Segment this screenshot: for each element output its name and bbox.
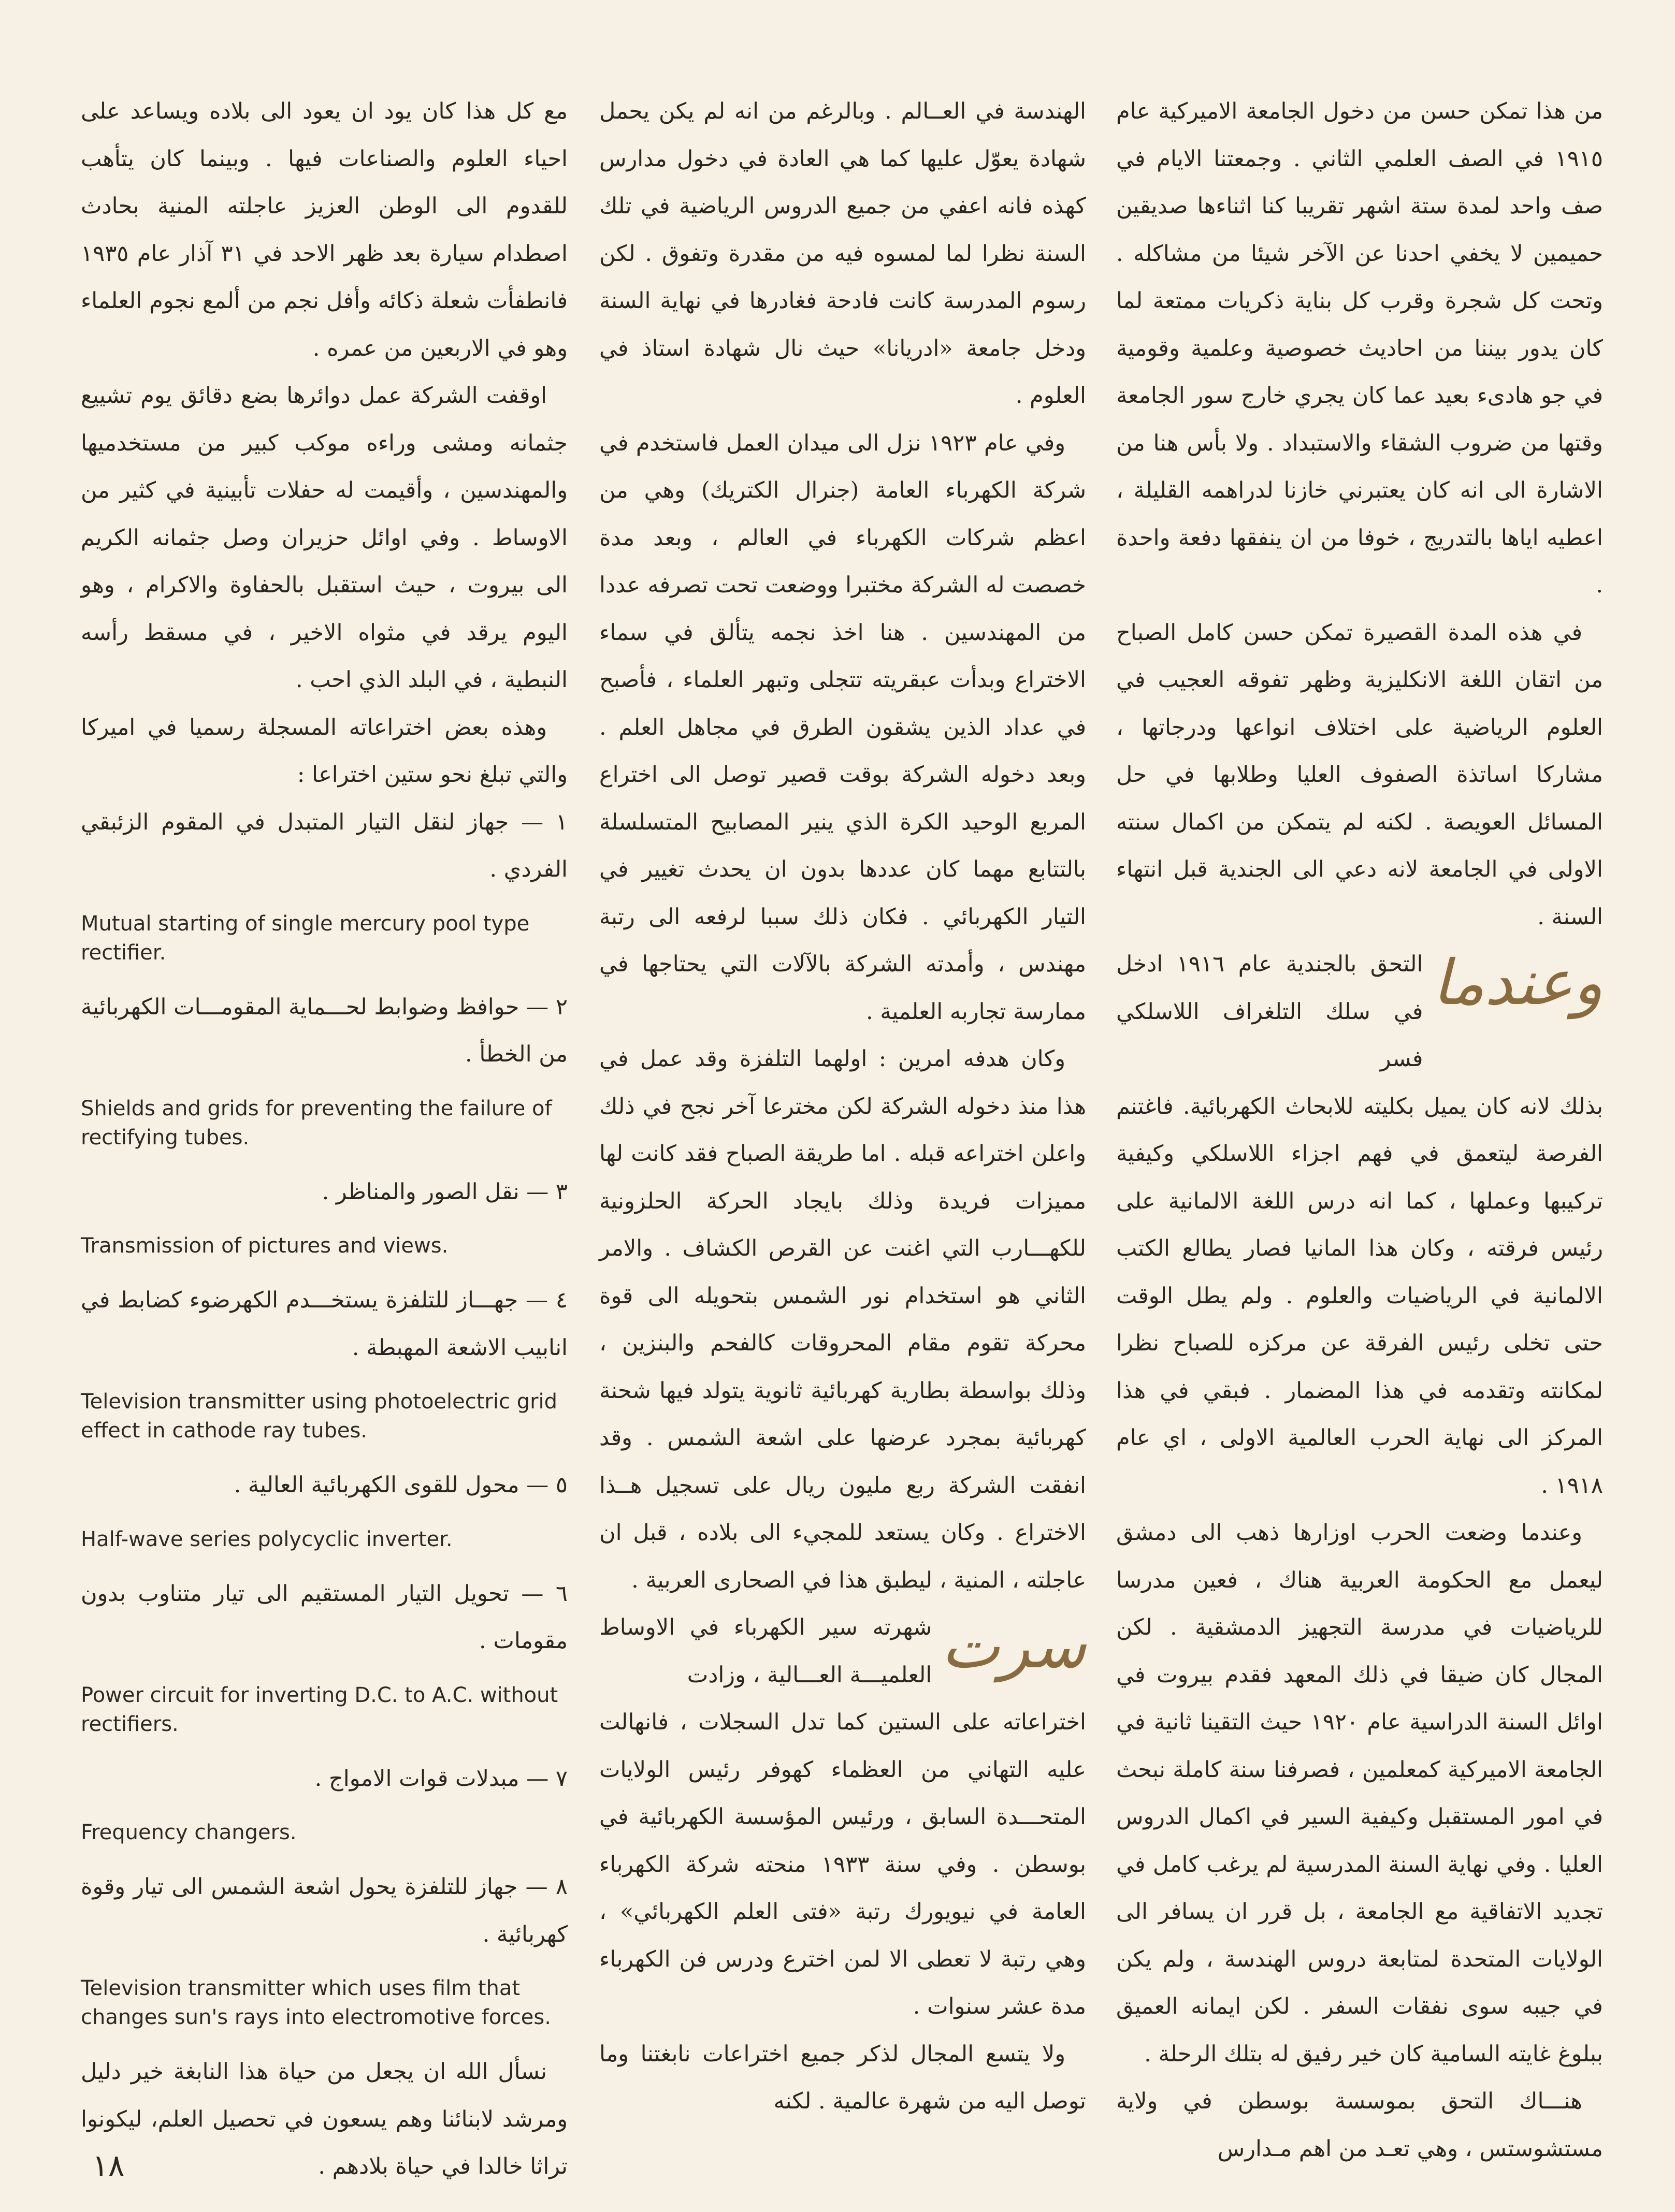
paragraph: ولا يتسع المجال لذكر جميع اختراعات نابغتنا وما توصل اليه من شهرة عالمية . لكنه [599, 2041, 1086, 2114]
invention-arabic: ٥ — محول للقوى الكهربائية العالية . [234, 1472, 568, 1498]
paragraph: في هذه المدة القصيرة تمكن حسن كامل الصباح من اتقان اللغة الانكليزية وظهر تفوقه العجيب في العلوم الرياضية على اختلاف انواعها ودرجاتها ، مشاركا اساتذة الصفوف العليا وطلابها في حل المسائل العويصة . لكنه لم يتمكن من اكمال سنته الاولى في الجامعة لانه دعي الى الجندية قبل انتهاء السنة . [1116, 619, 1603, 930]
flourish-word: وعندما [1432, 947, 1603, 1019]
invention-arabic: ٣ — نقل الصور والمناظر . [322, 1178, 568, 1205]
invention-english: Transmission of pictures and views. [81, 1234, 449, 1258]
invention-english: Mutual starting of single mercury pool type rectifier. [81, 911, 530, 965]
paragraph: وعندما وضعت الحرب اوزارها ذهب الى دمشق ليعمل مع الحكومة العربية هناك ، فعين مدرسا للرياضيات في مدرسة التجهيز الدمشقية . لكن المجال كان ضيقا في ذلك المعهد فقدم بيروت في اوائل السنة الدراسية عام ١٩٢٠ حيث التقينا ثانية في الجامعة الاميركية كمعلمين ، فصرفنا سنة كاملة نبحث في امور المستقبل وكيفية السير في اكمال الدروس العليا . وفي نهاية السنة المدرسية لم يرغب كامل في تجديد الاتفاقية مع الجامعة ، بل قرر ان يسافر الى الولايات المتحدة لمتابعة دروس الهندسة ، ولم يكن في جيبه سوى نفقات السفر . لكن ايمانه العميق ببلوغ غايته السامية كان خير رفيق له بتلك الرحلة . [1116, 1520, 1603, 2067]
invention-english: Half-wave series polycyclic inverter. [81, 1527, 453, 1551]
invention-arabic: ٧ — مبدلات قوات الامواج . [314, 1765, 568, 1792]
flourish-word: سرت [941, 1610, 1086, 1682]
decorative-opening [599, 1604, 1086, 1699]
paragraph: اختراعاته على الستين كما تدل السجلات ، فانهالت عليه التهاني من العظماء كهوفر رئيس الولايات المتحـــدة السابق ، ورئيس المؤسسة الكهربائية في بوسطن . وفي سنة ١٩٣٣ منحته شركة الكهرباء العامة في نيويورك رتبة «فتى العلم الكهربائي» ، وهي رتبة لا تعطى الا لمن اخترع ودرس فن الكهرباء مدة عشر سنوات . [599, 1709, 1086, 2019]
paragraph: هنـــاك التحق بموسسة بوسطن في ولاية مستشوستس ، وهي تعـد من اهم مـدارس [1116, 2088, 1603, 2162]
column-middle [599, 88, 1086, 2138]
invention-english: Television transmitter which uses film that changes sun's rays into electromotive forces. [81, 1976, 551, 2029]
paragraph: وفي عام ١٩٢٣ نزل الى ميدان العمل فاستخدم في شركة الكهرباء العامة (جنرال الكتريك) وهي من اعظم شركات الكهرباء في العالم ، وبعد مدة خصصت له الشركة مختبرا ووضعت تحت تصرفه عددا من المهندسين . هنا اخذ نجمه يتألق في سماء الاختراع وبدأت عبقريته تتجلى وتبهر العلماء ، فأصبح في عداد الذين يشقون الطرق في مجاهل العلم . وبعد دخوله الشركة بوقت قصير توصل الى اختراع المربع الوحيد الكرة الذي ينير المصابيح المتسلسلة بالتتابع مهما كان عددها بدون ان يحدث تغيير في التيار الكهربائي . فكان ذلك سببا لرفعه الى رتبة مهندس ، وأمدته الشركة بالآلات التي يحتاجها في ممارسة تجاربه العلمية . [599, 430, 1086, 1025]
invention-arabic: ٤ — جهـــاز للتلفزة يستخـــدم الكهرضوء كضابط في انابيب الاشعة المهبطة . [81, 1287, 568, 1361]
decorative-opening [1116, 941, 1603, 1083]
paragraph: وهذه بعض اختراعاته المسجلة رسميا في اميركا والتي تبلغ نحو ستين اختراعا : [81, 714, 568, 788]
invention-arabic: ٨ — جهاز للتلفزة يحول اشعة الشمس الى تيار وقوة كهربائية . [81, 1874, 568, 1947]
invention-english: Frequency changers. [81, 1821, 297, 1844]
paragraph: الهندسة في العــالم . وبالرغم من انه لم يكن يحمل شهادة يعوّل عليها كما هي العادة في دخول مدارس كهذه فانه اعفي من جميع الدروس الرياضية في تلك السنة نظرا لما لمسوه فيه من مقدرة وتفوق . لكن رسوم المدرسة كانت فادحة فغادرها في نهاية السنة ودخل جامعة «ادريانا» حيث نال شهادة استاذ في العلوم . [599, 98, 1086, 409]
closing-paragraph: نسأل الله ان يجعل من حياة هذا النابغة خير دليل ومرشد لابنائنا وهم يسعون في تحصيل العلم، ليكونوا تراثا خالدا في حياة بلادهم . [81, 2059, 568, 2179]
invention-english: Television transmitter using photoelectric grid effect in cathode ray tubes. [81, 1390, 558, 1443]
invention-english: Shields and grids for preventing the failure of rectifying tubes. [81, 1096, 552, 1149]
invention-arabic: ١ — جهاز لنقل التيار المتبدل في المقوم الزئبقي الفردي . [81, 809, 568, 882]
invention-arabic: ٦ — تحويل التيار المستقيم الى تيار متناوب بدون مقومات . [81, 1580, 568, 1654]
invention-arabic: ٢ — حوافظ وضوابط لحـــماية المقومـــات الكهربائية من الخطأ . [81, 994, 568, 1067]
invention-english: Power circuit for inverting D.C. to A.C. without rectifiers. [81, 1683, 558, 1736]
paragraph: وكان هدفه امرين : اولهما التلفزة وقد عمل في هذا منذ دخوله الشركة لكن مخترعا آخر نجح في ذلك واعلن اختراعه قبله . اما طريقة الصباح فقد كانت لها مميزات فريدة وذلك بايجاد الحركة الحلزونية للكهـــارب التي اغنت عن القرص الكشاف . والامر الثاني هو استخدام نور الشمس بتحويله الى قوة محركة تقوم مقام المحروقات كالفحم والبنزين ، وذلك بواسطة بطارية كهربائية ثانوية يتولد فيها شحنة كهربائية بمجرد عرضها على اشعة الشمس . وقد انفقت الشركة ربع مليون ريال على تسجيل هــذا الاختراع . وكان يستعد للمجيء الى بلاده ، قبل ان عاجلته ، المنية ، ليطبق هذا في الصحارى العربية . [599, 1046, 1086, 1593]
paragraph: من هذا تمكن حسن من دخول الجامعة الاميركية عام ١٩١٥ في الصف العلمي الثاني . وجمعتنا الايام في صف واحد لمدة ستة اشهر تقريبا كنا اثناءها صديقين حميمين لا يخفي احدنا عن الآخر شيئا من مشاكله . وتحت كل شجرة وقرب كل بناية ذكريات ممتعة لما كان يدور بيننا من احاديث خصوصية وعلمية وقومية في جو هادىء بعيد عما كان يجري خارج سور الجامعة وقتها من ضروب الشقاء والاستبداد . ولا بأس هنا من الاشارة الى انه كان يعتبرني خازنا لدراهمه القليلة ، اعطيه اياها بالتدريج ، خوفا من ان ينفقها دفعة واحدة . [1116, 98, 1603, 598]
paragraph: بذلك لانه كان يميل بكليته للابحاث الكهربائية. فاغتنم الفرصة ليتعمق في فهم اجزاء اللاسلكي وكيفية تركيبها وعملها ، كما انه درس اللغة الالمانية على رئيس فرقته ، وكان هذا المانيا فصار يطالع الكتب الالمانية في الرياضيات والعلوم . ولم يطل الوقت حتى تخلى رئيس الفرقة عن مركزه للصباح نظرا لمكانته وتقدمه في هذا المضمار . فبقي في هذا المركز الى نهاية الحرب العالمية الاولى ، اي عام ١٩١٨ . [1116, 1093, 1603, 1498]
paragraph-lead: التحق بالجندية عام ١٩١٦ ادخل في سلك التلغراف اللاسلكي فسر [1116, 951, 1423, 1072]
paragraph-lead: شهرته سير الكهرباء في الاوساط العلميـــة العـــالية ، وزادت [599, 1614, 932, 1688]
paragraph: مع كل هذا كان يود ان يعود الى بلاده ويساعد على احياء العلوم والصناعات فيها . وبينما كان يتأهب للقدوم الى الوطن العزيز عاجلته المنية بحادث اصطدام سيارة بعد ظهر الاحد في ٣١ آذار عام ١٩٣٥ فانطفأت شعلة ذكائه وأفل نجم من ألمع نجوم العلماء وهو في الاربعين من عمره . [81, 98, 568, 361]
page-number: ١٨ [92, 2148, 125, 2183]
paragraph: اوقفت الشركة عمل دوائرها بضع دقائق يوم تشييع جثمانه ومشى وراءه موكب كبير من مستخدميها والمهندسين ، وأقيمت له حفلات تأبينية في كثير من الاوساط . وفي اوائل حزيران وصل جثمانه الكريم الى بيروت ، حيث استقبل بالحفاوة والاكرام ، وهو اليوم يرقد في مثواه الاخير ، في مسقط رأسه النبطية ، في البلد الذي احب . [81, 383, 568, 693]
column-right [1116, 88, 1603, 2162]
